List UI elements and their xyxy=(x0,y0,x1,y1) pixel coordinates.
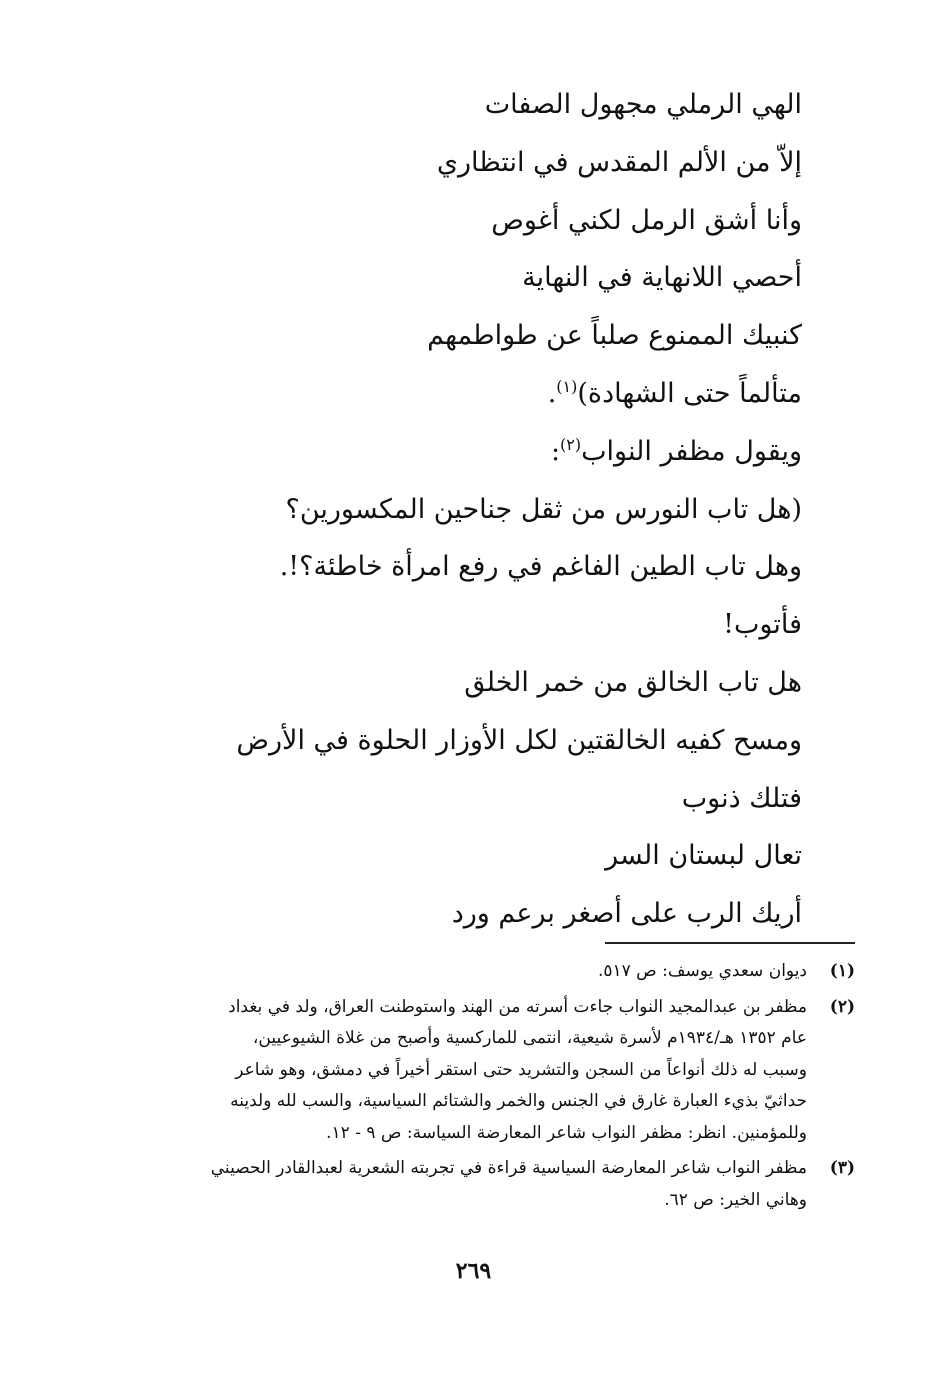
poem-line-text: أريك الرب على أصغر برعم ورد xyxy=(451,898,802,930)
poem-line xyxy=(102,712,802,770)
footnote-line: وللمؤمنين. انظر: مظفر النواب شاعر المعارضة السياسة: ص ٩ - ١٢. xyxy=(326,1122,807,1143)
poem-line-text: وهل تاب الطين الفاغم في رفع امرأة خاطئة؟!. xyxy=(279,551,802,583)
footnote-item xyxy=(135,992,855,1150)
poem-line xyxy=(102,596,802,654)
poem-line-text: هل تاب الخالق من خمر الخلق xyxy=(464,666,802,698)
footnote-line: ديوان سعدي يوسف: ص ٥١٧. xyxy=(597,961,807,981)
poem-line-punctuation: . xyxy=(547,377,557,409)
footnote-line: وهاني الخير: ص ٦٢. xyxy=(664,1189,807,1210)
footnote-line: مظفر بن عبدالمجيد النواب جاءت أسرته من الهند واستوطنت العراق، ولد في بغداد xyxy=(228,996,807,1017)
poem-line-text: متألماً حتى الشهادة) xyxy=(577,377,802,409)
footnote-ref-2: (٢) xyxy=(560,434,582,454)
poem-line-punctuation: : xyxy=(550,435,561,467)
poem-line xyxy=(102,134,802,192)
poem-line-text: الهي الرملي مجهول الصفات xyxy=(484,89,802,120)
footnote-text xyxy=(135,956,807,988)
poem-line-text: ويقول مظفر النواب xyxy=(581,435,802,467)
poem-line xyxy=(102,192,802,250)
poem-line xyxy=(102,423,802,481)
poem-line xyxy=(102,249,802,307)
footnote-line: حداثيّ بذيء العبارة غارق في الجنس والخمر والشتائم السياسية، والسب لله ولدينه xyxy=(230,1091,807,1111)
poem-line-text: ومسح كفيه الخالقتين لكل الأوزار الحلوة في الأرض xyxy=(236,724,802,756)
poem-line xyxy=(102,770,802,828)
poem-line xyxy=(102,538,802,596)
poem-line-text: كنبيك الممنوع صلباً عن طواطمهم xyxy=(427,320,802,352)
poem-block xyxy=(102,76,802,943)
poem-line xyxy=(102,654,802,712)
poem-line-text: تعال لبستان السر xyxy=(605,840,802,872)
footnote-number: (٣) xyxy=(829,1158,855,1178)
poem-line-text: وأنا أشق الرمل لكني أغوص xyxy=(491,204,802,236)
poem-line xyxy=(102,365,802,423)
poem-line xyxy=(102,481,802,539)
page-number: ٢٦٩ xyxy=(455,1258,492,1284)
footnote-line: مظفر النواب شاعر المعارضة السياسية قراءة في تجربته الشعرية لعبدالقادر الحصيني xyxy=(210,1158,807,1178)
footnote-text xyxy=(135,1153,807,1216)
footnote-separator xyxy=(605,942,855,944)
poem-line-text: أحصي اللانهاية في النهاية xyxy=(522,262,802,294)
poem-line xyxy=(102,827,802,885)
footnote-line: وسبب له ذلك أنواعاً من السجن والتشريد حتى استقر أخيراً في دمشق، وهو شاعر xyxy=(235,1059,807,1080)
poem-line xyxy=(102,885,802,943)
poem-line-text: فأتوب! xyxy=(723,609,802,641)
footnote-number: (١) xyxy=(829,961,855,981)
footnote-item xyxy=(135,956,855,988)
footnote-item xyxy=(135,1153,855,1216)
footnotes-block xyxy=(135,956,855,1220)
footnote-number: (٢) xyxy=(829,996,855,1017)
poem-line-text: إلاّ من الألم المقدس في انتظاري xyxy=(436,146,802,178)
poem-line-text: فتلك ذنوب xyxy=(681,782,802,814)
footnote-line: عام ١٣٥٢ هـ/١٩٣٤م لأسرة شيعية، انتمى للماركسية وأصبح من غلاة الشيوعيين، xyxy=(252,1028,807,1048)
poem-line xyxy=(102,76,802,134)
footnote-text xyxy=(135,992,807,1150)
footnote-ref-1: (١) xyxy=(556,376,578,396)
poem-line-text: (هل تاب النورس من ثقل جناحين المكسورين؟ xyxy=(285,493,802,525)
poem-line xyxy=(102,307,802,365)
